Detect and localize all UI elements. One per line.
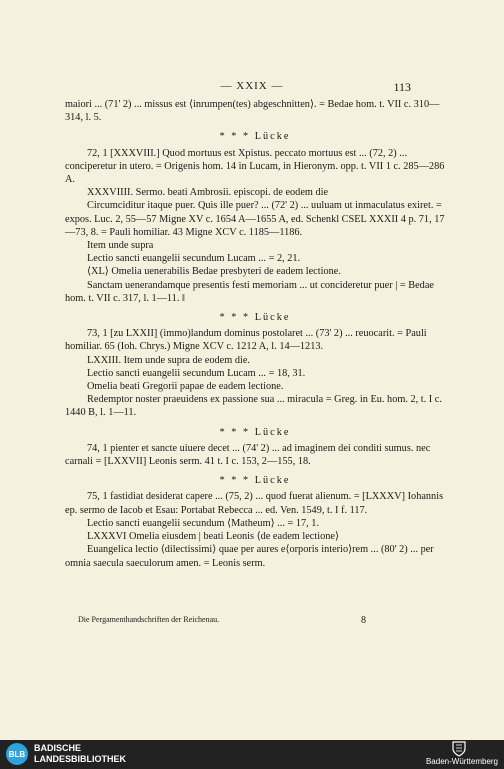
text-paragraph: Euangelica lectio ⟨dilectissimi⟩ quae per aures e⟨orporis interio⟩rem ... (80' 2) ... per omnia saecula saeculorum amen. = Leonis serm. [65,544,434,569]
section-title: — XXIX — [220,80,284,92]
coat-of-arms-icon [452,741,466,757]
library-name [34,743,126,765]
text-paragraph: 74, 1 pienter et sancte uiuere decet ... (74' 2) ... ad imaginem dei conditi sumus. nec carnali = [LXXVII] Leonis serm. 41 t. I c. 153, 2—155, 18. [65,442,431,468]
blb-logo-icon: BLB [6,743,28,765]
library-name-line2: LANDESBIBLIOTHEK [34,754,126,764]
text-paragraph: 72, 1 [XXXVIII.] Quod mortuus est Xpistus. peccato mortuus est ... (72, 2) ... conciperetur in utero. = Origenis hom. 14 in Lucam, in Hieronym. opp. t. VII 1 c. 285—286 A. [65,147,445,186]
text-paragraph: 73, 1 [zu LXXII] (immo)landum dominus postolaret ... (73' 2) ... reuocarit. = Pauli homiliar. 65 (Ioh. Chrys.) Migne XCV c. 1212 A, l. 14—1213. [65,328,427,353]
running-header [0,80,504,94]
text-paragraph: Lectio sancti euangelii secundum Lucam ... = 18, 31. [87,367,306,379]
text-paragraph: 75, 1 fastidiat desiderat capere ... (75, 2) ... quod fuerat alienum. = [LXXXV] Iohannis ep. sermo de Iacob et Esau: Portabat Rebecca ... ed. Ven. 1549, t. I f. 117. [65,491,444,516]
page-footer [78,615,438,624]
text-paragraph: LXXIII. Item unde supra de eodem die. [87,354,250,366]
text-paragraph: LXXXVI Omelia eiusdem | beati Leonis ⟨de eadem lectione⟩ [87,531,339,543]
text-paragraph: Sanctam uenerandamque presentis festi memoriam ... ut concideretur puer | = Bedae hom. t. VII c. 317, l. 1—11. ‖ [65,279,434,304]
lacuna-marker: * * * Lücke [219,312,291,324]
text-paragraph: XXXVIIII. Sermo. beati Ambrosii. episcopi. de eodem die [87,187,329,199]
text-paragraph: Item unde supra [87,240,154,252]
state-name: Baden-Württemberg [425,757,498,766]
body-text [65,98,445,570]
text-paragraph: Redemptor noster praeuidens ex passione sua ... miracula = Greg. in Eu. hom. 2, t. I c. 1440 B, l. 1—11. [65,394,442,419]
lacuna-marker: * * * Lücke [219,475,291,487]
page-number: 113 [393,80,411,94]
text-paragraph: Lectio sancti euangelii secundum ⟨Matheum⟩ ... = 17, 1. [87,517,320,529]
library-name-line1: BADISCHE [34,743,82,753]
text-paragraph: Lectio sancti euangelii secundum Lucam ... = 2, 21. [87,253,301,265]
footer-note: Die Pergamenthandschriften der Reichenau. [78,615,220,624]
signature-mark: 8 [361,615,366,626]
text-paragraph: Circumciditur itaque puer. Quis ille puer? ... (72' 2) ... uuluam ut inmaculatus exiret. = expos. Luc. 2, 55—57 Migne XV c. 1654 A—1655 A, ed. Schenkl CSEL XXXII 4 p. 71, 17—73, 8. = Pauli homiliar. 43 Migne XCV c. 1185—1186. [65,200,445,238]
text-paragraph: maiori ... (71' 2) ... missus est ⟨inrumpen(tes) abgeschnitten⟩. = Bedae hom. t. VII c. 310—314, l. 5. [65,99,440,124]
library-footer-bar [0,740,504,769]
text-paragraph: ⟨XL⟩ Omelia uenerabilis Bedae presbyteri de eadem lectione. [87,266,341,278]
text-paragraph: Omelia beati Gregorii papae de eadem lectione. [87,381,284,393]
lacuna-marker: * * * Lücke [219,426,291,438]
lacuna-marker: * * * Lücke [219,131,291,143]
